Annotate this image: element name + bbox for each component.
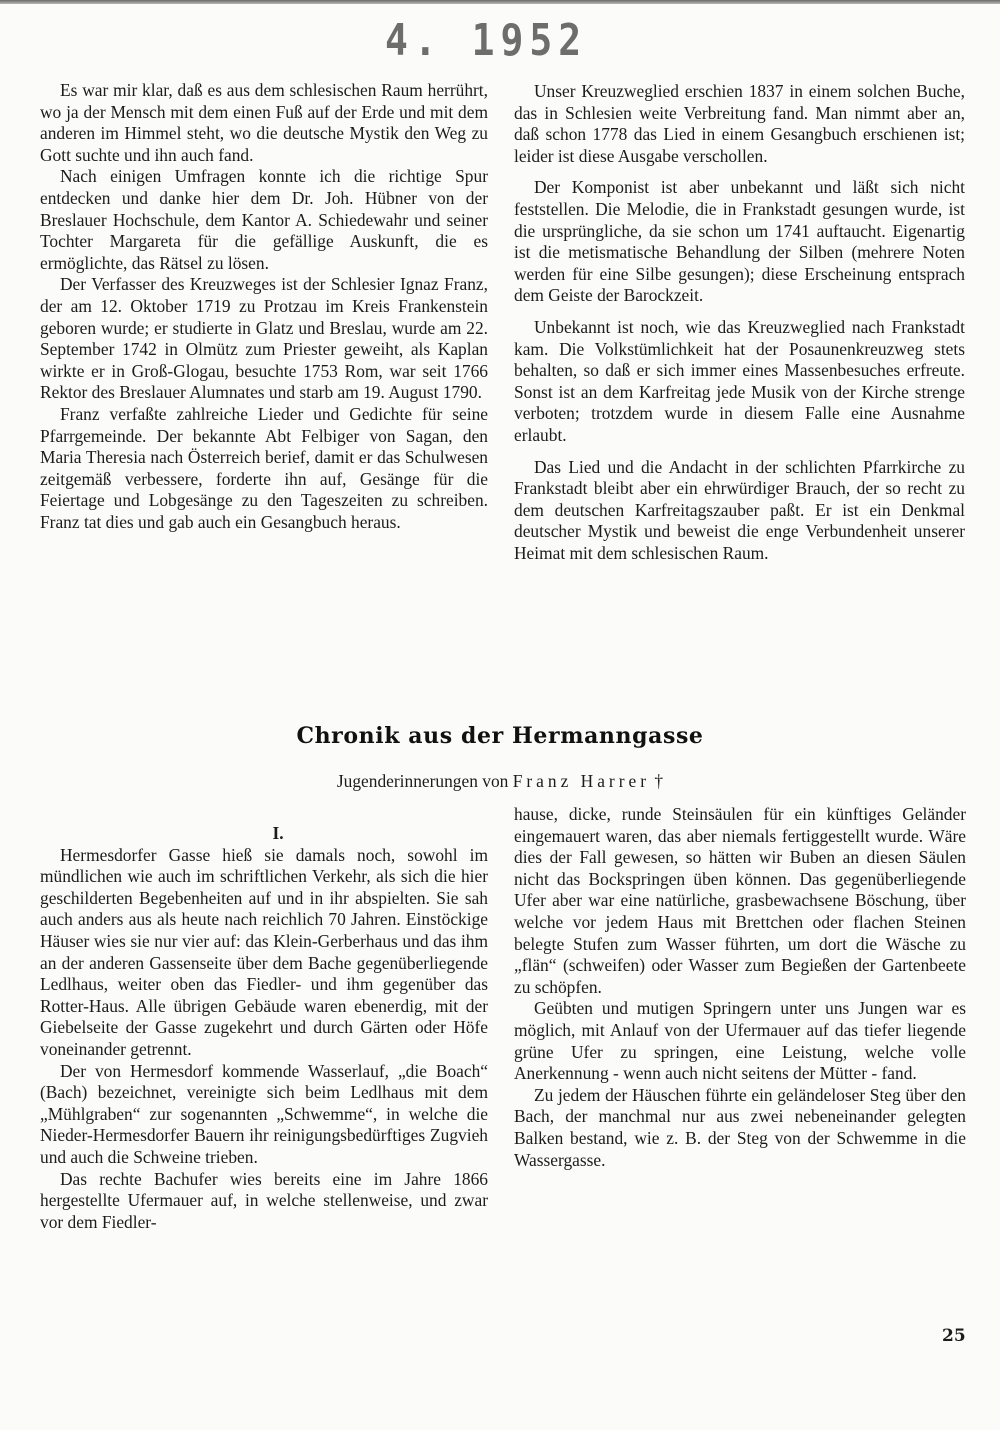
- article-title: Chronik aus der Hermanngasse: [296, 723, 704, 749]
- paragraph: Der Verfasser des Kreuzweges ist der Schlesier Ignaz Franz, der am 12. Oktober 1719 zu Protzau im Kreis Frankenstein geboren wurde; er studierte in Glatz und Breslau, wurde am 22. September 1742 in Olmütz zum Priester geweiht, als Kaplan wirkte er in Groß-Glogau, besuchte 1753 Rom, war seit 1766 Rektor des Breslauer Alumnates und starb am 19. August 1790.: [40, 274, 488, 403]
- paragraph: Unser Kreuzweglied erschien 1837 in einem solchen Buche, das in Schlesien weite Verbreitung fand. Man nimmt aber an, daß schon 1778 das Lied in einem Gesangbuch erschienen ist; leider ist diese Ausgabe verschollen.: [514, 81, 965, 166]
- article2-left-column: [40, 823, 488, 1233]
- paragraph: hause, dicke, runde Steinsäulen für ein künftiges Geländer eingemauert waren, das aber niemals fertiggestellt wurde. Wäre dies der Fall gewesen, so hätten wir Buben an diesen Säulen nicht das Bockspringen üben können. Das gegenüberliegende Ufer aber war eine natürliche, grasbewachsene Böschung, über welche vor jedem Haus mit Brettchen oder flachen Steinen belegte Stufen zum Wasser führten, um dort die Wäsche zu „flän“ (schweifen) oder Wasser zum Begießen der Gartenbeete zu schöpfen.: [514, 804, 966, 997]
- date-stamp: 4. 1952: [385, 14, 588, 66]
- section-number: I.: [272, 823, 284, 843]
- paragraph: Das rechte Bachufer wies bereits eine im Jahre 1866 hergestellte Ufermauer auf, in welche stellenweise, und zwar vor dem Fiedler-: [40, 1168, 488, 1232]
- paragraph: Franz verfaßte zahlreiche Lieder und Gedichte für seine Pfarrgemeinde. Der bekannte Abt Felbiger von Sagan, den Maria Theresia nach Österreich berief, damit er das Schulwesen zeitgemäß verbessere, forderte ihn auf, Gesänge für die Feiertage und Lobgesänge zu den Tageszeiten zu schreiben. Franz tat dies und gab auch ein Gesangbuch heraus.: [40, 403, 488, 532]
- paragraph: Nach einigen Umfragen konnte ich die richtige Spur entdecken und danke hier dem Dr. Joh. Hübner von der Breslauer Hochschule, dem Kantor A. Schiedewahr und seiner Tochter Margareta für die gefällige Auskunft, die es ermöglichte, das Rätsel zu lösen.: [40, 166, 488, 273]
- paragraph: Es war mir klar, daß es aus dem schlesischen Raum herrührt, wo ja der Mensch mit dem einen Fuß auf der Erde und mit dem anderen im Himmel steht, wo die deutsche Mystik den Weg zu Gott suchte und ihn auch fand.: [40, 80, 488, 165]
- paragraph: Der von Hermesdorf kommende Wasserlauf, „die Boach“ (Bach) bezeichnet, vereinigte sich beim Ledlhaus mit dem „Mühlgraben“ zur sogenannten „Schwemme“, in welche die Nieder-Hermesdorfer Bauern ihr reinigungsbedürftiges Zugvieh und auch die Schweine trieben.: [40, 1060, 488, 1167]
- paragraph: Das Lied und die Andacht in der schlichten Pfarrkirche zu Frankstadt bleibt aber ein ehrwürdiger Brauch, der so recht zu dem deutschen Karfreitagszauber paßt. Er ist ein Denkmal deutscher Mystik und beweist die enge Verbundenheit unserer Heimat mit dem schlesischen Raum.: [514, 456, 965, 563]
- paragraph: Der Komponist ist aber unbekannt und läßt sich nicht feststellen. Die Melodie, die in Frankstadt gesungen wurde, ist die ursprüngliche, da sie schon um 1741 auftaucht. Eigenartig ist die metismatische Behandlung der Silben (mehrere Noten werden für eine Silbe gesungen); diese Erscheinung entsprach dem Geiste der Barockzeit.: [514, 177, 965, 306]
- paragraph: Unbekannt ist noch, wie das Kreuzweglied nach Frankstadt kam. Die Volkstümlichkeit hat der Posaunenkreuzweg stets behalten, so daß er sich immer eines Massenbesuches erfreute. Sonst ist an dem Karfreitag jede Musik von der Kirche strenge verboten; trotzdem wurde in diesem Falle eine Ausnahme erlaubt.: [514, 316, 965, 445]
- page-number: 25: [942, 1326, 966, 1346]
- paragraph: Hermesdorfer Gasse hieß sie damals noch, sowohl im mündlichen wie auch im schriftlichen Verkehr, als sich die hier geschilderten Begebenheiten auf und in ihr abspielten. Sie sah auch anders aus als heute nach reichlich 70 Jahren. Einstöckige Häuser wies sie nur vier auf: das Klein-Gerberhaus und das ihm an der anderen Gassenseite über dem Bache gegenüberliegende Ledlhaus, weiter oben das Fiedler- und ihm gegenüber das Rotter-Haus. Alle übrigen Gebäude waren ebenerdig, mit der Giebelseite der Gasse zugekehrt und durch Gärten oder Höfe voneinander getrennt.: [40, 844, 488, 1059]
- article2-right-column: [514, 804, 966, 1171]
- author-name: Franz Harrer: [512, 771, 651, 791]
- paragraph: Geübten und mutigen Springern unter uns Jungen war es möglich, mit Anlauf von der Ufermauer auf das tiefer liegende grüne Ufer zu springen, eine Leistung, welche volle Anerkennung - wenn auch nicht seitens der Mütter - fand.: [514, 998, 966, 1084]
- article1-left-column: [40, 80, 488, 533]
- dagger-mark: †: [654, 771, 664, 791]
- scan-edge: [0, 0, 1000, 4]
- article1-right-column: [514, 81, 965, 574]
- paragraph: Zu jedem der Häuschen führte ein geländeloser Steg über den Bach, der manchmal nur aus zwei nebeneinander gelegten Balken bestand, wie z. B. der Steg von der Schwemme in die Wassergasse.: [514, 1084, 966, 1170]
- article-byline: [0, 771, 1000, 792]
- byline-prefix: Jugenderinnerungen von: [336, 771, 509, 791]
